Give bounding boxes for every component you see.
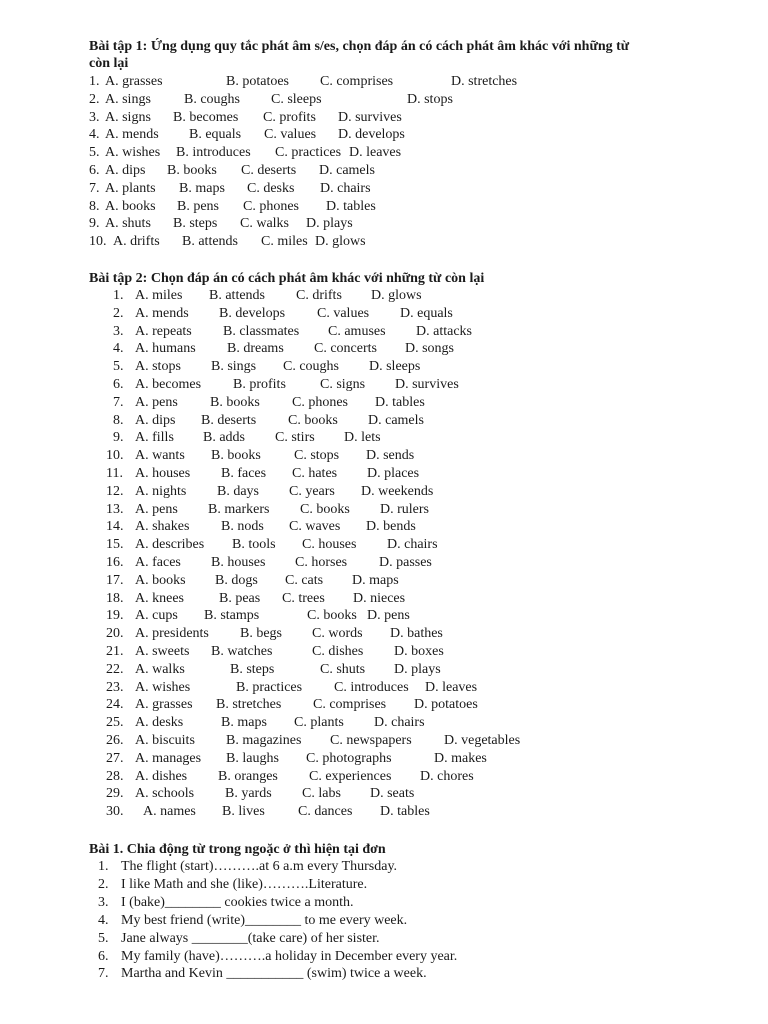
option-d: D. chairs bbox=[387, 537, 438, 553]
option-b: B. books bbox=[167, 163, 217, 178]
option-a: A. mends bbox=[105, 127, 159, 143]
option-a: A. knees bbox=[135, 590, 184, 606]
option-a: A. dishes bbox=[135, 768, 188, 784]
option-a: A. plants bbox=[105, 180, 156, 196]
option-c: C. walks bbox=[240, 216, 289, 232]
option-b: B. attends bbox=[209, 288, 265, 303]
option-c: C. books bbox=[307, 608, 357, 624]
item-number: 3. bbox=[113, 323, 124, 339]
option-a: A. names bbox=[143, 804, 196, 820]
option-a: A. wishes bbox=[135, 679, 191, 695]
option-c: C. books bbox=[300, 501, 350, 517]
option-a: A. shuts bbox=[105, 216, 151, 232]
option-c: C. phones bbox=[243, 198, 299, 214]
item-number: 22. bbox=[106, 661, 124, 677]
option-c: C. comprises bbox=[313, 697, 387, 713]
option-c: C. books bbox=[288, 412, 338, 428]
option-a: A. humans bbox=[135, 341, 196, 357]
item-number: 5. bbox=[113, 359, 124, 375]
sentence-text: My family (have)……….a holiday in December every year. bbox=[121, 948, 458, 964]
option-a: A. pens bbox=[135, 501, 178, 517]
option-d: D. sends bbox=[366, 448, 415, 464]
option-b: B. magazines bbox=[226, 733, 302, 748]
item-number: 2. bbox=[113, 305, 124, 321]
option-c: C. labs bbox=[302, 786, 341, 802]
item-number: 13. bbox=[106, 501, 124, 517]
option-c: C. horses bbox=[295, 555, 348, 570]
option-d: D. tables bbox=[380, 804, 430, 820]
option-b: B. begs bbox=[240, 626, 282, 642]
option-a: A. sings bbox=[105, 91, 151, 107]
option-d: D. leaves bbox=[425, 679, 478, 695]
option-a: A. repeats bbox=[135, 323, 192, 339]
option-a: A. nights bbox=[135, 483, 187, 499]
option-b: B. yards bbox=[225, 786, 272, 802]
item-number: 8. bbox=[113, 412, 124, 428]
option-a: A. fills bbox=[135, 430, 174, 446]
item-number: 1. bbox=[89, 74, 100, 89]
option-a: A. dips bbox=[105, 163, 146, 178]
sentence-text: My best friend (write)________ to me every week. bbox=[121, 912, 408, 928]
option-c: C. desks bbox=[247, 180, 295, 196]
item-number: 6. bbox=[113, 377, 124, 392]
item-number: 5. bbox=[89, 145, 100, 161]
option-d: D. places bbox=[367, 466, 420, 481]
option-a: A. wishes bbox=[105, 145, 161, 161]
item-number: 5. bbox=[98, 930, 109, 946]
option-b: B. oranges bbox=[218, 768, 278, 784]
option-c: C. waves bbox=[289, 519, 341, 535]
option-d: D. maps bbox=[352, 572, 399, 588]
item-number: 10. bbox=[89, 234, 107, 250]
exercise-2-title: Bài tập 2: Chọn đáp án có cách phát âm khác với những từ còn lại bbox=[89, 271, 485, 286]
item-number: 9. bbox=[113, 430, 124, 446]
option-a: A. miles bbox=[135, 288, 183, 303]
option-b: B. books bbox=[210, 394, 260, 410]
option-c: C. phones bbox=[292, 394, 348, 410]
option-b: B. adds bbox=[203, 430, 245, 446]
option-b: B. practices bbox=[236, 679, 303, 695]
item-number: 10. bbox=[106, 448, 124, 464]
option-b: B. houses bbox=[211, 555, 266, 570]
option-c: C. miles bbox=[261, 234, 308, 250]
sentence-text: Martha and Kevin ___________ (swim) twice a week. bbox=[121, 966, 427, 982]
option-b: B. books bbox=[211, 448, 261, 464]
option-d: D. stretches bbox=[451, 74, 518, 89]
option-c: C. plants bbox=[294, 715, 344, 731]
option-d: D. chairs bbox=[320, 180, 371, 196]
option-c: C. newspapers bbox=[330, 733, 412, 748]
option-d: D. lets bbox=[344, 430, 381, 446]
option-c: C. cats bbox=[285, 572, 324, 588]
item-number: 24. bbox=[106, 697, 124, 713]
option-a: A. grasses bbox=[135, 697, 193, 713]
option-b: B. profits bbox=[233, 377, 286, 392]
option-a: A. books bbox=[135, 572, 186, 588]
item-number: 23. bbox=[106, 679, 124, 695]
option-a: A. presidents bbox=[135, 626, 209, 642]
option-d: D. tables bbox=[326, 198, 376, 214]
option-b: B. peas bbox=[219, 590, 261, 606]
option-c: C. dances bbox=[298, 804, 353, 820]
option-b: B. tools bbox=[232, 537, 276, 553]
item-number: 7. bbox=[98, 966, 109, 982]
option-d: D. potatoes bbox=[414, 697, 478, 713]
option-c: C. experiences bbox=[309, 768, 392, 784]
option-b: B. maps bbox=[179, 180, 225, 196]
option-b: B. potatoes bbox=[226, 74, 289, 89]
option-b: B. steps bbox=[173, 216, 218, 232]
option-d: D. stops bbox=[407, 91, 453, 107]
item-number: 2. bbox=[89, 91, 100, 107]
item-number: 6. bbox=[89, 163, 100, 178]
option-b: B. becomes bbox=[173, 109, 239, 125]
option-c: C. practices bbox=[275, 145, 342, 161]
item-number: 4. bbox=[113, 341, 124, 357]
option-d: D. makes bbox=[434, 750, 487, 766]
option-d: D. develops bbox=[338, 127, 405, 143]
option-d: D. sleeps bbox=[369, 359, 421, 375]
option-c: C. concerts bbox=[314, 341, 377, 357]
item-number: 9. bbox=[89, 216, 100, 232]
item-number: 1. bbox=[98, 859, 109, 874]
sentence-text: Jane always ________(take care) of her sister. bbox=[121, 930, 380, 946]
option-d: D. passes bbox=[379, 555, 432, 570]
option-c: C. stops bbox=[294, 448, 340, 464]
option-a: A. sweets bbox=[135, 644, 190, 659]
option-c: C. values bbox=[264, 127, 317, 143]
item-number: 11. bbox=[106, 466, 123, 481]
option-d: D. songs bbox=[405, 341, 455, 357]
option-b: B. nods bbox=[221, 519, 264, 535]
option-c: C. drifts bbox=[296, 288, 342, 303]
option-c: C. coughs bbox=[283, 359, 339, 375]
option-d: D. plays bbox=[394, 661, 441, 677]
option-a: A. schools bbox=[135, 786, 195, 802]
option-a: A. describes bbox=[135, 537, 205, 553]
item-number: 18. bbox=[106, 590, 124, 606]
exercise-3-title: Bài 1. Chia động từ trong ngoặc ở thì hiện tại đơn bbox=[89, 842, 386, 857]
option-d: D. tables bbox=[375, 394, 425, 410]
option-a: A. houses bbox=[135, 466, 191, 481]
option-a: A. grasses bbox=[105, 74, 163, 89]
option-d: D. vegetables bbox=[444, 733, 521, 748]
item-number: 19. bbox=[106, 608, 124, 624]
item-number: 26. bbox=[106, 733, 124, 748]
option-b: B. maps bbox=[221, 715, 267, 731]
exercise-1-title-line-2: còn lại bbox=[89, 56, 129, 71]
option-d: D. camels bbox=[368, 412, 424, 428]
option-b: B. develops bbox=[219, 305, 286, 321]
option-c: C. photographs bbox=[306, 750, 392, 766]
item-number: 1. bbox=[113, 288, 124, 303]
option-b: B. markers bbox=[208, 501, 270, 517]
option-a: A. faces bbox=[135, 555, 181, 570]
option-a: A. mends bbox=[135, 305, 189, 321]
option-c: C. values bbox=[317, 305, 370, 321]
option-d: D. survives bbox=[395, 377, 459, 392]
item-number: 4. bbox=[98, 912, 109, 928]
option-d: D. bends bbox=[366, 519, 416, 535]
item-number: 12. bbox=[106, 483, 124, 499]
option-a: A. books bbox=[105, 198, 156, 214]
option-d: D. glows bbox=[371, 288, 422, 303]
option-a: A. pens bbox=[135, 394, 178, 410]
item-number: 30. bbox=[106, 804, 124, 820]
option-c: C. hates bbox=[292, 466, 338, 481]
option-b: B. deserts bbox=[201, 412, 257, 428]
option-a: A. biscuits bbox=[135, 733, 195, 748]
item-number: 15. bbox=[106, 537, 124, 553]
option-a: A. becomes bbox=[135, 377, 202, 392]
option-d: D. bathes bbox=[390, 626, 443, 642]
option-d: D. camels bbox=[319, 163, 375, 178]
option-b: B. equals bbox=[189, 127, 242, 143]
option-c: C. comprises bbox=[320, 74, 394, 89]
option-d: D. boxes bbox=[394, 644, 444, 659]
option-d: D. attacks bbox=[416, 323, 472, 339]
option-b: B. lives bbox=[222, 804, 265, 820]
option-c: C. trees bbox=[282, 590, 325, 606]
item-number: 7. bbox=[113, 394, 124, 410]
option-c: C. signs bbox=[320, 377, 366, 392]
option-b: B. classmates bbox=[223, 323, 300, 339]
item-number: 27. bbox=[106, 750, 124, 766]
option-d: D. nieces bbox=[353, 590, 406, 606]
option-d: D. chores bbox=[420, 768, 474, 784]
item-number: 3. bbox=[89, 109, 100, 125]
option-a: A. cups bbox=[135, 608, 178, 624]
option-b: B. attends bbox=[182, 234, 238, 250]
option-c: C. sleeps bbox=[271, 91, 322, 107]
option-d: D. survives bbox=[338, 109, 402, 125]
option-d: D. rulers bbox=[380, 501, 429, 517]
option-c: C. houses bbox=[302, 537, 357, 553]
option-a: A. wants bbox=[135, 448, 185, 464]
option-d: D. seats bbox=[370, 786, 415, 802]
option-b: B. dogs bbox=[215, 572, 258, 588]
item-number: 21. bbox=[106, 644, 124, 659]
option-d: D. equals bbox=[400, 305, 453, 321]
option-d: D. glows bbox=[315, 234, 366, 250]
item-number: 16. bbox=[106, 555, 124, 570]
option-b: B. days bbox=[217, 483, 259, 499]
exercise-1-title-line-1: Bài tập 1: Ứng dụng quy tắc phát âm s/es, chọn đáp án có cách phát âm khác với những từ bbox=[89, 39, 630, 54]
option-c: C. dishes bbox=[312, 644, 364, 659]
option-c: C. profits bbox=[263, 109, 316, 125]
sentence-text: I (bake)________ cookies twice a month. bbox=[121, 894, 354, 910]
item-number: 14. bbox=[106, 519, 124, 535]
option-b: B. steps bbox=[230, 661, 275, 677]
item-number: 2. bbox=[98, 876, 109, 892]
option-d: D. leaves bbox=[349, 145, 402, 161]
option-a: A. walks bbox=[135, 661, 185, 677]
item-number: 29. bbox=[106, 786, 124, 802]
item-number: 25. bbox=[106, 715, 124, 731]
option-a: A. manages bbox=[135, 750, 202, 766]
option-c: C. amuses bbox=[328, 323, 386, 339]
option-a: A. dips bbox=[135, 412, 176, 428]
option-b: B. laughs bbox=[226, 750, 279, 766]
item-number: 17. bbox=[106, 572, 124, 588]
option-b: B. dreams bbox=[227, 341, 284, 357]
option-b: B. watches bbox=[211, 644, 273, 659]
option-c: C. deserts bbox=[241, 163, 297, 178]
option-d: D. weekends bbox=[361, 483, 434, 499]
option-b: B. pens bbox=[177, 198, 219, 214]
option-b: B. introduces bbox=[176, 145, 251, 161]
option-a: A. desks bbox=[135, 715, 184, 731]
option-a: A. shakes bbox=[135, 519, 190, 535]
option-a: A. stops bbox=[135, 359, 181, 375]
option-c: C. stirs bbox=[275, 430, 315, 446]
option-b: B. faces bbox=[221, 466, 267, 481]
option-d: D. pens bbox=[367, 608, 410, 624]
item-number: 8. bbox=[89, 198, 100, 214]
option-b: B. coughs bbox=[184, 91, 240, 107]
item-number: 4. bbox=[89, 127, 100, 143]
option-d: D. chairs bbox=[374, 715, 425, 731]
sentence-text: The flight (start)……….at 6 a.m every Thursday. bbox=[121, 859, 398, 874]
option-c: C. years bbox=[289, 483, 335, 499]
option-b: B. stamps bbox=[204, 608, 260, 624]
option-c: C. introduces bbox=[334, 679, 409, 695]
sentence-text: I like Math and she (like)……….Literature. bbox=[121, 876, 368, 892]
option-c: C. words bbox=[312, 626, 363, 642]
option-d: D. plays bbox=[306, 216, 353, 232]
option-b: B. stretches bbox=[216, 697, 282, 713]
item-number: 3. bbox=[98, 894, 109, 910]
item-number: 7. bbox=[89, 180, 100, 196]
option-a: A. drifts bbox=[113, 234, 160, 250]
item-number: 28. bbox=[106, 768, 124, 784]
option-c: C. shuts bbox=[320, 661, 366, 677]
option-a: A. signs bbox=[105, 109, 151, 125]
item-number: 6. bbox=[98, 948, 109, 964]
item-number: 20. bbox=[106, 626, 124, 642]
option-b: B. sings bbox=[211, 359, 257, 375]
